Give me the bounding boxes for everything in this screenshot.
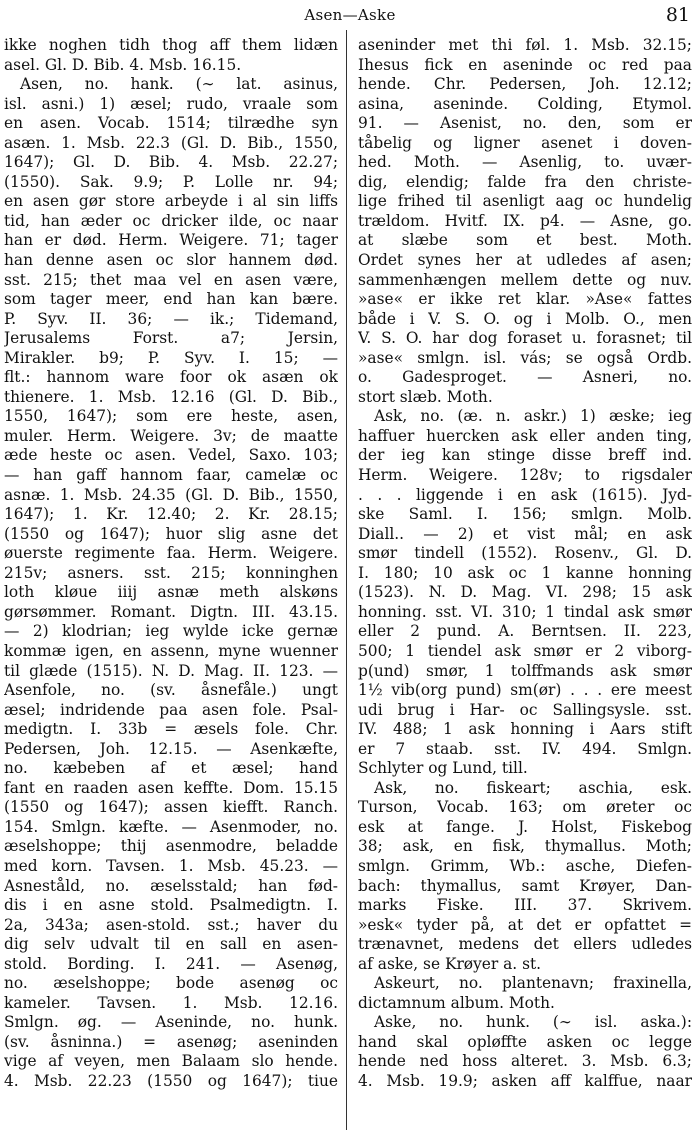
- text-line: ske Saml. I. 156; smlgn. Molb.: [358, 505, 692, 524]
- text-line: 154. Smlgn. kæfte. — Asenmoder, no.: [4, 817, 338, 836]
- right-column: [358, 36, 692, 1092]
- text-line: — han gaff hannom faar, camelæ oc: [4, 466, 338, 485]
- text-line: — 2) klodrian; ieg wylde icke gernæ: [4, 622, 338, 641]
- text-line: fant en raaden asen keffte. Dom. 15.15: [4, 778, 338, 797]
- text-line: Ask, no. fiskeart; aschia, esk.: [374, 778, 692, 797]
- page-header: [0, 4, 700, 28]
- text-line: muler. Herm. Weigere. 3v; de maatte: [4, 426, 338, 445]
- text-line: P. Syv. II. 36; — ik.; Tidemand,: [4, 309, 338, 328]
- text-line: kommæ igen, en assenn, myne wuenner: [4, 641, 338, 660]
- text-line: æsel; indridende paa asen fole. Psal-: [4, 700, 338, 719]
- text-line: dig selv udvalt til en sall en asen-: [4, 935, 338, 954]
- text-line: Herm. Weigere. 128v; to rigsdaler: [358, 466, 692, 485]
- text-line: Askeurt, no. plantenavn; fraxinella,: [374, 974, 692, 993]
- text-line: bach: thymallus, samt Krøyer, Dan-: [358, 876, 692, 895]
- text-line: flt.: hannom ware foor ok asæn ok: [4, 368, 338, 387]
- text-line: Pedersen, Joh. 12.15. — Asenkæfte,: [4, 739, 338, 758]
- text-line: udi brug i Har- oc Sallingsysle. sst.: [358, 700, 692, 719]
- text-line: Turson, Vocab. 163; om øreter oc: [358, 798, 692, 817]
- text-line: 1550, 1647); som ere heste, asen,: [4, 407, 338, 426]
- text-line: V. S. O. har dog foraset u. forasnet; til: [358, 329, 692, 348]
- text-line: 500; 1 tiendel ask smør er 2 viborg-: [358, 641, 692, 660]
- text-line: (1550). Sak. 9.9; P. Lolle nr. 94;: [4, 172, 338, 191]
- text-line: aseninder met thi føl. 1. Msb. 32.15;: [358, 36, 692, 54]
- text-line: asæn. 1. Msb. 22.3 (Gl. D. Bib., 1550,: [4, 133, 338, 152]
- text-line: som tager meer, end han kan bære.: [4, 290, 338, 309]
- text-line: der ieg kan stinge disse breff ind.: [358, 446, 692, 465]
- text-line: Mirakler. b9; P. Syv. I. 15; —: [4, 348, 338, 367]
- text-line: vige af veyen, men Balaam slo hende.: [4, 1052, 338, 1071]
- text-line: stold. Bording. I. 241. — Asenøg,: [4, 954, 338, 973]
- text-line: dis i en asne stold. Psalmedigtn. I.: [4, 896, 338, 915]
- text-line: 215v; asners. sst. 215; konninghen: [4, 563, 338, 582]
- text-line: 1½ vib(org pund) sm(ør) . . . ere meest: [358, 681, 692, 700]
- text-line: en asen gør store arbeyde i al sin liffs: [4, 192, 338, 211]
- text-line: han er død. Herm. Weigere. 71; tager: [4, 231, 338, 250]
- text-line: han denne asen oc slor hannem død.: [4, 251, 338, 270]
- text-line: (1550 og 1647); assen kiefft. Ranch.: [4, 798, 338, 817]
- text-line: trældom. Hvitf. IX. p4. — Asne, go.: [358, 211, 692, 230]
- text-line: asel. Gl. D. Bib. 4. Msb. 16.15.: [4, 55, 242, 74]
- text-line: trænavnet, medens det ellers udledes: [358, 935, 692, 954]
- text-line: »ase« smlgn. isl. vás; se også Ordb.: [358, 348, 692, 367]
- text-line: sst. 215; thet maa vel en asen være,: [4, 270, 338, 289]
- text-line: hende. Chr. Pedersen, Joh. 12.12;: [358, 75, 692, 94]
- text-line: dictamnum album. Moth.: [358, 993, 555, 1012]
- text-line: »ase« er ikke ret klar. »Ase« fattes: [358, 290, 692, 309]
- text-line: p(und) smør, 1 tolffmands ask smør: [358, 661, 692, 680]
- text-line: Ordet synes her at udledes af asen;: [358, 251, 692, 270]
- text-line: Asen, no. hank. (∼ lat. asinus,: [20, 75, 338, 94]
- text-line: Smlgn. øg. — Aseninde, no. hunk.: [4, 1013, 338, 1032]
- text-line: »esk« tyder på, at det er opfattet =: [358, 915, 692, 934]
- text-line: no. kæbeben af et æsel; hand: [4, 759, 338, 778]
- text-line: esk at fange. J. Holst, Fiskebog: [358, 817, 692, 836]
- text-line: Ihesus fick en aseninde oc red paa: [358, 55, 692, 74]
- text-line: med korn. Tavsen. 1. Msb. 45.23. —: [4, 856, 338, 875]
- text-line: er 7 staab. sst. IV. 494. Smlgn.: [358, 739, 692, 758]
- text-line: eller 2 pund. A. Berntsen. II. 223,: [358, 622, 692, 641]
- text-line: smør tindell (1552). Rosenv., Gl. D.: [358, 544, 692, 563]
- text-line: 1647); 1. Kr. 12.40; 2. Kr. 28.15;: [4, 505, 338, 524]
- text-line: asina, aseninde. Colding, Etymol.: [358, 94, 692, 113]
- text-line: æde heste oc asen. Vedel, Saxo. 103;: [4, 446, 338, 465]
- text-line: hand skal opløffte asken oc legge: [358, 1032, 692, 1051]
- left-column: [4, 36, 338, 1092]
- text-line: isl. asni.) 1) æsel; rudo, vraale som: [4, 94, 338, 113]
- text-line: tid, han æder oc dricker ilde, oc naar: [4, 211, 338, 230]
- text-line: asnæ. 1. Msb. 24.35 (Gl. D. Bib., 1550,: [4, 485, 338, 504]
- column-divider: [346, 30, 347, 1130]
- text-line: lige frihed til asenligt aag oc hundelig: [358, 192, 692, 211]
- text-line: hed. Moth. — Asenlig, to. uvær-: [358, 153, 692, 172]
- text-line: IV. 488; 1 ask honning i Aars stift: [358, 720, 692, 739]
- text-line: (1550 og 1647); huor slig asne det: [4, 524, 338, 543]
- text-line: loth kløue iiij asnæ meth alskøns: [4, 583, 338, 602]
- text-line: Schlyter og Lund, till.: [358, 759, 528, 778]
- text-line: en asen. Vocab. 1514; tilrædhe syn: [4, 114, 338, 133]
- text-line: smlgn. Grimm, Wb.: asche, Diefen-: [358, 856, 692, 875]
- text-line: at slæbe som et best. Moth.: [358, 231, 692, 250]
- text-line: 1647); Gl. D. Bib. 4. Msb. 22.27;: [4, 153, 338, 172]
- text-line: både i V. S. O. og i Molb. O., men: [358, 309, 692, 328]
- text-line: medigtn. I. 33b = æsels fole. Chr.: [4, 720, 338, 739]
- text-line: Jerusalems Forst. a7; Jersin,: [4, 329, 338, 348]
- text-line: tåbelig og ligner asenet i doven-: [358, 133, 692, 152]
- text-line: øuerste regimente faa. Herm. Weigere.: [4, 544, 338, 563]
- text-line: æselshoppe; thij asenmodre, beladde: [4, 837, 338, 856]
- running-title: Asen—Aske: [304, 6, 396, 24]
- text-line: 4. Msb. 22.23 (1550 og 1647); tiue: [4, 1071, 338, 1090]
- text-line: hende ned hoss alteret. 3. Msb. 6.3;: [358, 1052, 692, 1071]
- text-line: Ask, no. (æ. n. askr.) 1) æske; ieg: [374, 407, 692, 426]
- text-line: Diall.. — 2) et vist mål; en ask: [358, 524, 692, 543]
- text-line: Asneståld, no. æselsstald; han fød-: [4, 876, 338, 895]
- text-line: haffuer huercken ask eller anden ting,: [358, 426, 692, 445]
- text-line: af aske, se Krøyer a. st.: [358, 954, 542, 973]
- text-line: (sv. åsninna.) = asenøg; aseninden: [4, 1032, 338, 1051]
- text-line: sammenhængen mellem dette og nuv.: [358, 270, 692, 289]
- text-line: marks Fiske. III. 37. Skrivem.: [358, 896, 692, 915]
- text-line: thienere. 1. Msb. 12.16 (Gl. D. Bib.,: [4, 387, 338, 406]
- text-line: honning. sst. VI. 310; 1 tindal ask smør: [358, 602, 692, 621]
- text-line: gørsømmer. Romant. Digtn. III. 43.15.: [4, 602, 338, 621]
- text-line: no. æselshoppe; bode asenøg oc: [4, 974, 338, 993]
- text-line: 4. Msb. 19.9; asken aff kalffue, naar: [358, 1071, 692, 1090]
- text-line: dig, elendig; falde fra den christe-: [358, 172, 692, 191]
- text-line: ikke noghen tidh thog aff them lidæn: [4, 36, 338, 54]
- text-line: Asenfole, no. (sv. åsnefåle.) ungt: [4, 681, 338, 700]
- text-line: o. Gadesproget. — Asneri, no.: [358, 368, 692, 387]
- text-line: I. 180; 10 ask oc 1 kanne honning: [358, 563, 692, 582]
- text-line: stort slæb. Moth.: [358, 387, 493, 406]
- text-line: Aske, no. hunk. (∼ isl. aska.):: [374, 1013, 692, 1032]
- text-line: . . . liggende i en ask (1615). Jyd-: [358, 485, 692, 504]
- text-line: kameler. Tavsen. 1. Msb. 12.16.: [4, 993, 338, 1012]
- page-number: 81: [665, 4, 690, 26]
- text-line: til glæde (1515). N. D. Mag. II. 123. —: [4, 661, 338, 680]
- text-line: 2a, 343a; asen-stold. sst.; haver du: [4, 915, 338, 934]
- text-line: 91. — Asenist, no. den, som er: [358, 114, 692, 133]
- text-line: 38; ask, en fisk, thymallus. Moth;: [358, 837, 692, 856]
- text-line: (1523). N. D. Mag. VI. 298; 15 ask: [358, 583, 692, 602]
